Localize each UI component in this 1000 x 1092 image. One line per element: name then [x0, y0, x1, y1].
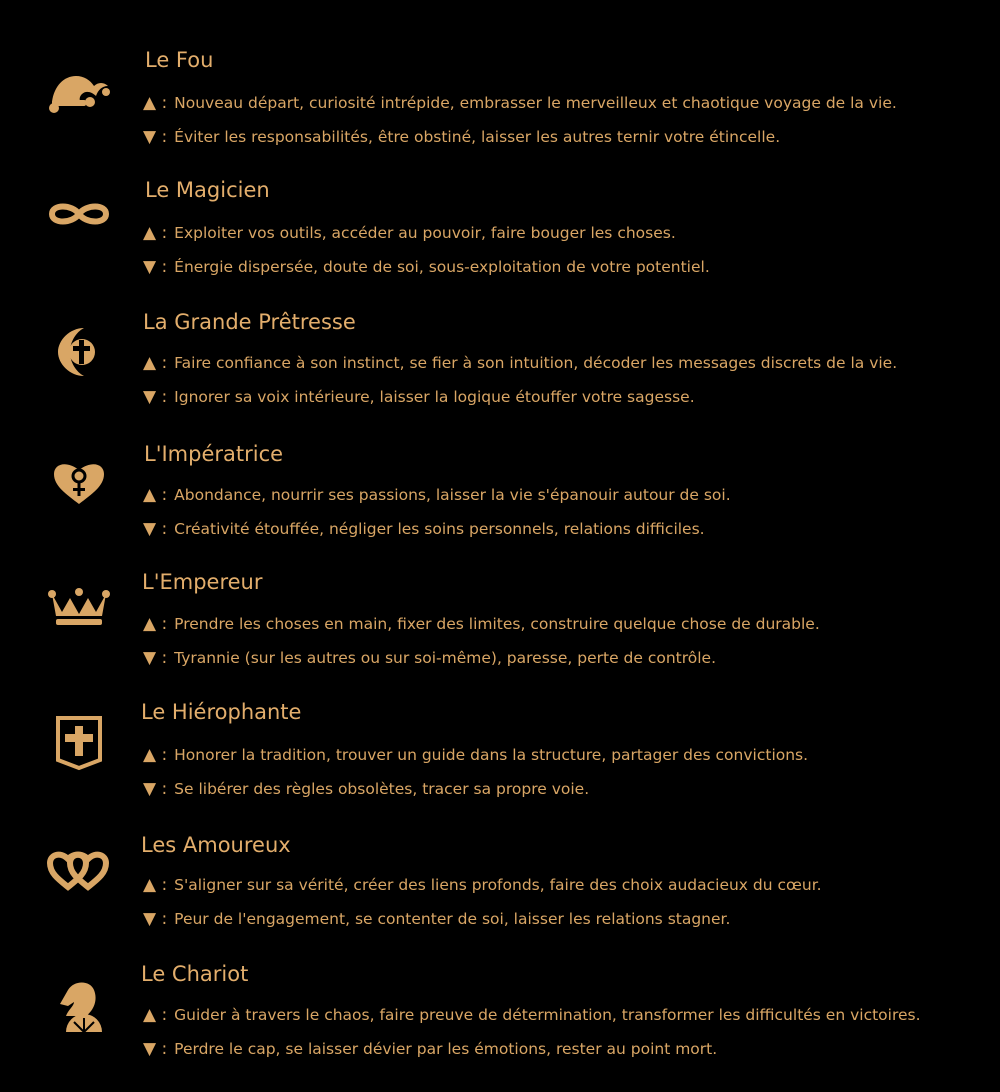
- reversed-line: [143, 908, 730, 930]
- reversed-arrow-icon: ▼ :: [143, 519, 168, 539]
- reversed-meaning: Peur de l'engagement, se contenter de soi, laisser les relations stagner.: [174, 910, 731, 928]
- arcana-card-empress: [0, 442, 1000, 572]
- card-title: Les Amoureux: [141, 833, 291, 857]
- upright-arrow-icon: ▲ :: [143, 745, 168, 765]
- upright-arrow-icon: ▲ :: [143, 485, 168, 505]
- arcana-card-lovers: [0, 833, 1000, 963]
- upright-meaning: Guider à travers le chaos, faire preuve de détermination, transformer les difficultés en victoires.: [174, 1006, 921, 1024]
- reversed-arrow-icon: ▼ :: [143, 387, 168, 407]
- arcana-card-chariot: [0, 962, 1000, 1092]
- reversed-arrow-icon: ▼ :: [143, 779, 168, 799]
- moon-cross-icon: [46, 326, 112, 392]
- upright-line: [143, 484, 731, 506]
- reversed-line: [143, 256, 710, 278]
- upright-meaning: Exploiter vos outils, accéder au pouvoir, faire bouger les choses.: [174, 224, 676, 242]
- crown-icon: [46, 586, 112, 652]
- reversed-line: [143, 1038, 717, 1060]
- upright-meaning: Abondance, nourrir ses passions, laisser la vie s'épanouir autour de soi.: [174, 486, 731, 504]
- reversed-meaning: Se libérer des règles obsolètes, tracer sa propre voie.: [174, 780, 590, 798]
- reversed-arrow-icon: ▼ :: [143, 127, 168, 147]
- card-title: L'Empereur: [142, 570, 263, 594]
- upright-arrow-icon: ▲ :: [143, 353, 168, 373]
- reversed-meaning: Perdre le cap, se laisser dévier par les émotions, rester au point mort.: [174, 1040, 718, 1058]
- reversed-arrow-icon: ▼ :: [143, 648, 168, 668]
- upright-line: [143, 92, 897, 114]
- reversed-arrow-icon: ▼ :: [143, 909, 168, 929]
- reversed-line: [143, 126, 780, 148]
- upright-arrow-icon: ▲ :: [143, 875, 168, 895]
- arcana-card-fool: [0, 48, 1000, 178]
- upright-meaning: Honorer la tradition, trouver un guide dans la structure, partager des convictions.: [174, 746, 809, 764]
- reversed-line: [143, 778, 589, 800]
- upright-meaning: Prendre les choses en main, fixer des limites, construire quelque chose de durable.: [174, 615, 820, 633]
- horse-wheel-icon: [46, 978, 112, 1044]
- cross-book-icon: [46, 716, 112, 782]
- jester-hat-icon: [46, 64, 112, 130]
- heart-venus-icon: [46, 458, 112, 524]
- linked-hearts-icon: [46, 849, 112, 915]
- upright-meaning: S'aligner sur sa vérité, créer des liens profonds, faire des choix audacieux du cœur.: [174, 876, 822, 894]
- reversed-meaning: Éviter les responsabilités, être obstiné, laisser les autres ternir votre étincelle.: [174, 128, 781, 146]
- upright-line: [143, 613, 820, 635]
- upright-arrow-icon: ▲ :: [143, 614, 168, 634]
- upright-meaning: Nouveau départ, curiosité intrépide, embrasser le merveilleux et chaotique voyage de la vie.: [174, 94, 897, 112]
- upright-arrow-icon: ▲ :: [143, 93, 168, 113]
- card-title: Le Hiérophante: [141, 700, 302, 724]
- upright-arrow-icon: ▲ :: [143, 223, 168, 243]
- arcana-card-hierophant: [0, 700, 1000, 830]
- reversed-line: [143, 518, 705, 540]
- upright-meaning: Faire confiance à son instinct, se fier à son intuition, décoder les messages discrets de la vie.: [174, 354, 898, 372]
- upright-arrow-icon: ▲ :: [143, 1005, 168, 1025]
- card-title: Le Chariot: [141, 962, 249, 986]
- upright-line: [143, 874, 822, 896]
- upright-line: [143, 352, 897, 374]
- card-title: La Grande Prêtresse: [143, 310, 356, 334]
- card-title: Le Fou: [145, 48, 214, 72]
- reversed-meaning: Ignorer sa voix intérieure, laisser la logique étouffer votre sagesse.: [174, 388, 695, 406]
- card-title: L'Impératrice: [144, 442, 284, 466]
- card-title: Le Magicien: [145, 178, 270, 202]
- upright-line: [143, 1004, 921, 1026]
- reversed-meaning: Tyrannie (sur les autres ou sur soi-même), paresse, perte de contrôle.: [174, 649, 717, 667]
- reversed-line: [143, 386, 695, 408]
- arcana-card-high-priestess: [0, 310, 1000, 440]
- reversed-meaning: Énergie dispersée, doute de soi, sous-exploitation de votre potentiel.: [174, 258, 710, 276]
- reversed-line: [143, 647, 716, 669]
- arcana-card-magician: [0, 178, 1000, 308]
- reversed-arrow-icon: ▼ :: [143, 257, 168, 277]
- reversed-arrow-icon: ▼ :: [143, 1039, 168, 1059]
- upright-line: [143, 222, 676, 244]
- infinity-icon: [46, 194, 112, 260]
- upright-line: [143, 744, 808, 766]
- arcana-card-emperor: [0, 570, 1000, 700]
- reversed-meaning: Créativité étouffée, négliger les soins personnels, relations difficiles.: [174, 520, 705, 538]
